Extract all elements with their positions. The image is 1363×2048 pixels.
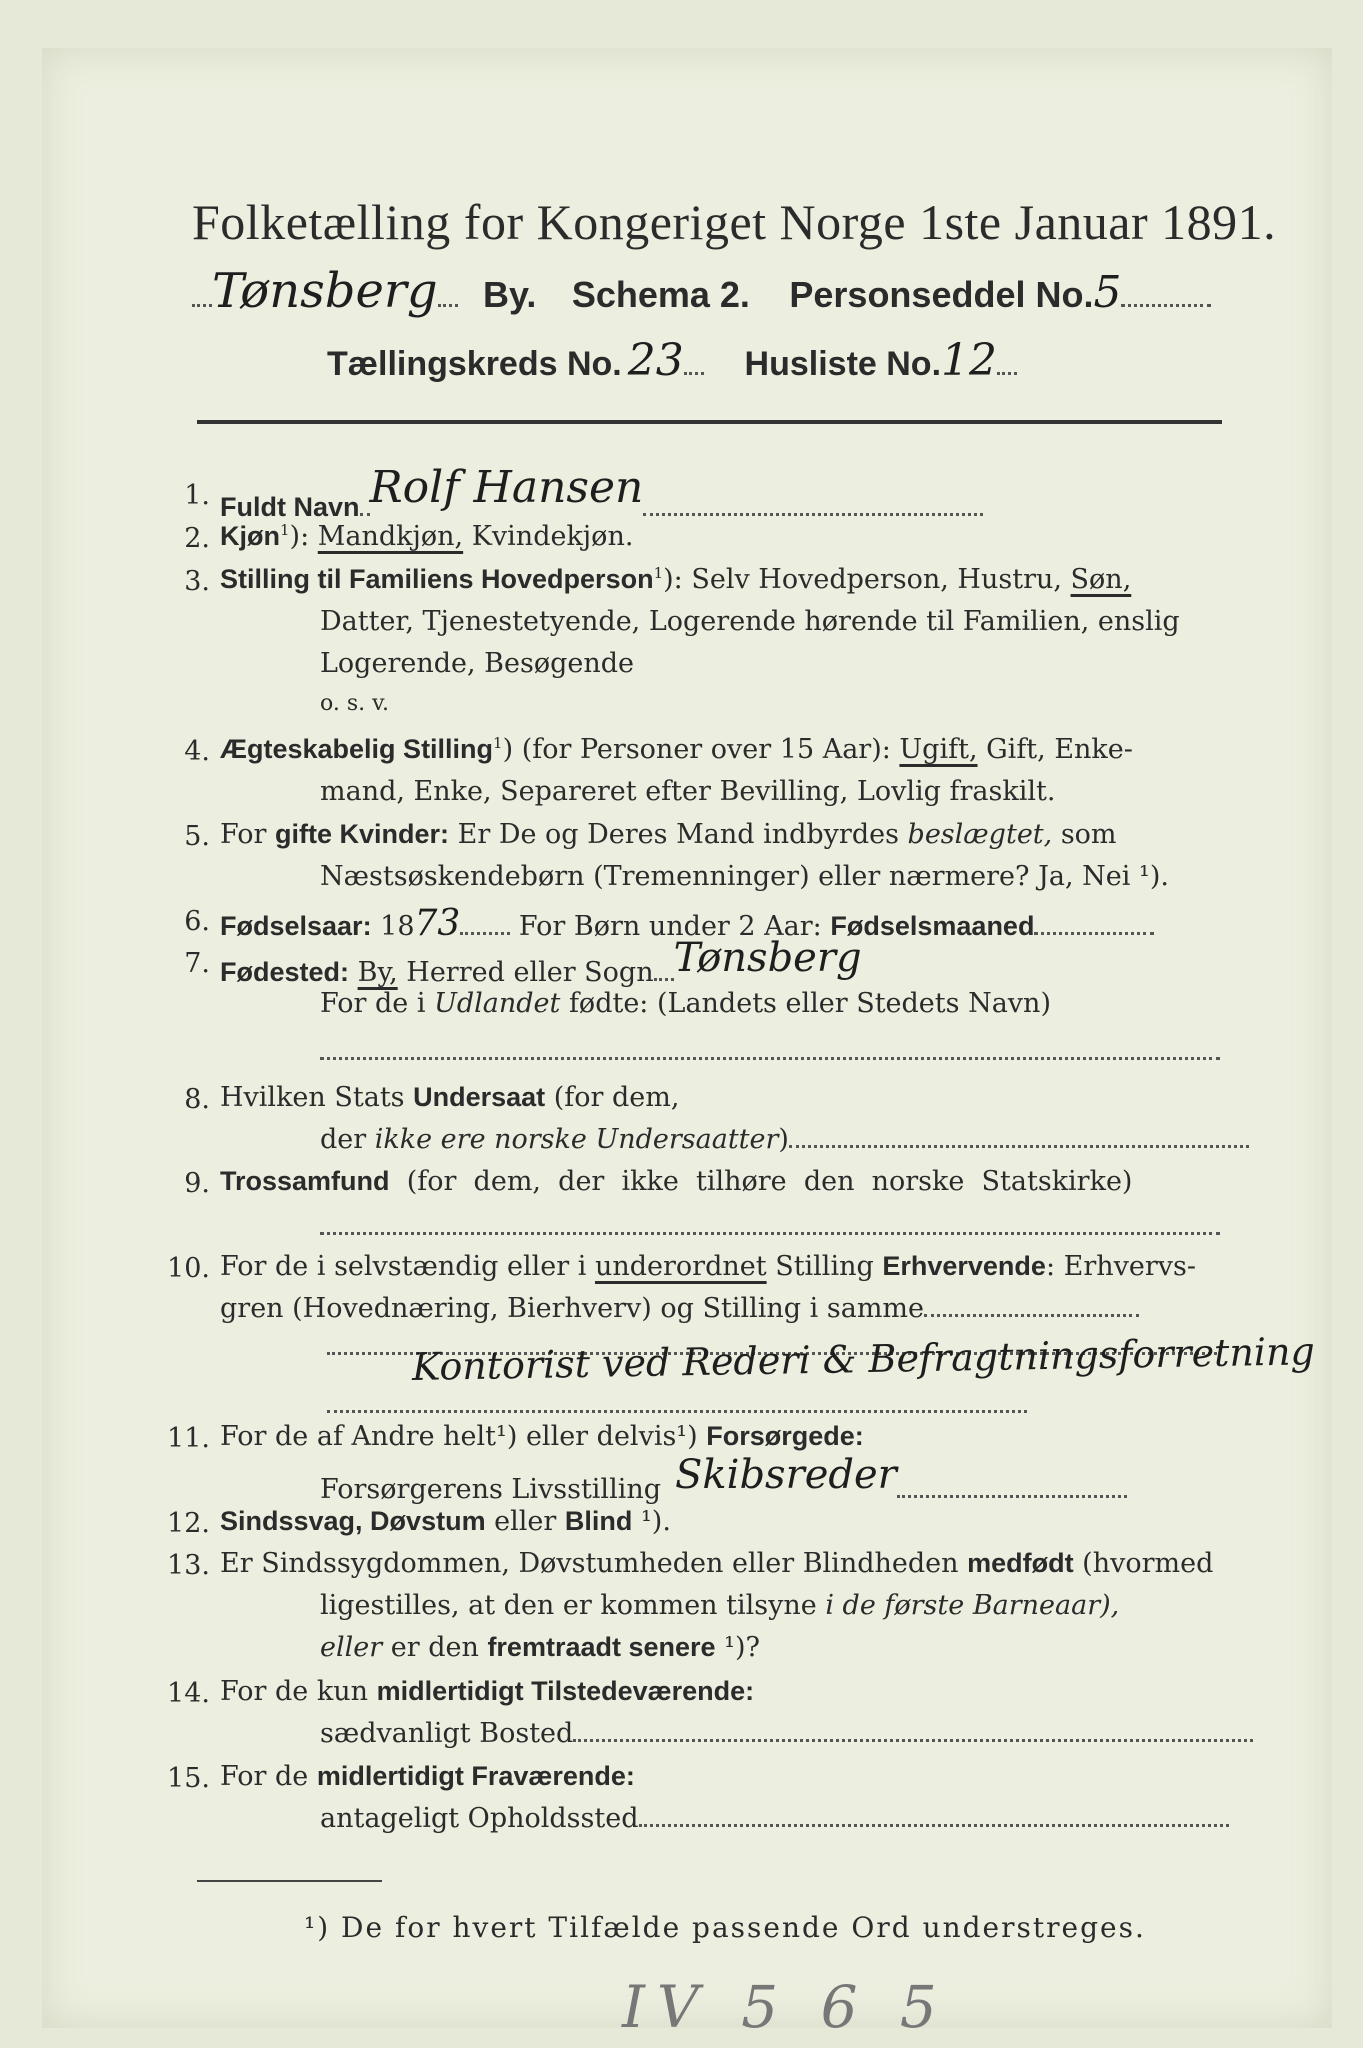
- item-10-blank-line: [327, 1391, 1027, 1418]
- selected-option: Søn,: [1070, 564, 1132, 595]
- item-4-line2: mand, Enke, Separeret efter Bevilling, Lovlig fraskilt.: [320, 776, 1056, 807]
- field-label: gifte Kvinder:: [275, 819, 450, 849]
- item-5-married-women: For gifte Kvinder: Er De og Deres Mand indbyrdes beslægtet, som: [220, 819, 1117, 850]
- dotted-leader: [460, 931, 510, 935]
- footnote-rule: [197, 1880, 382, 1882]
- item-15-line2: antageligt Opholdssted: [320, 1805, 1229, 1832]
- by-label: By.: [483, 274, 537, 315]
- occupation-value: Kontorist ved Rederi & Befragtningsforretning: [411, 1329, 1316, 1389]
- item-7-birthplace: Fødested: By, Herred eller Sogn Tønsberg: [220, 935, 862, 988]
- header-rule: [197, 420, 1222, 424]
- field-label: Fuldt Navn: [220, 492, 360, 522]
- item-15-temporary-absent: For de midlertidigt Fraværende:: [220, 1761, 635, 1792]
- item-number: 14.: [167, 1678, 210, 1709]
- item-9-religion: Trossamfund (for dem, der ikke tilhøre den norske Statskirke): [220, 1166, 1133, 1197]
- supporter-value: Skibsreder: [675, 1452, 897, 1498]
- field-label: midlertidigt Fraværende:: [316, 1761, 635, 1791]
- item-3-line3: Logerende, Besøgende: [320, 648, 634, 679]
- dotted-leader: [192, 303, 212, 307]
- item-number: 1.: [184, 480, 210, 511]
- dotted-leader: [654, 977, 674, 981]
- kreds-value: 23: [627, 335, 684, 386]
- dotted-leader: [438, 303, 458, 307]
- field-text: Gift, Enke-: [977, 734, 1133, 765]
- form-title: Folketælling for Kongeriget Norge 1ste Januar 1891.: [192, 194, 1277, 250]
- field-label: midlertidigt Tilstedeværende:: [376, 1676, 755, 1706]
- item-number: 8.: [184, 1084, 210, 1115]
- dotted-leader: [643, 512, 983, 516]
- item-number: 3.: [184, 566, 210, 597]
- item-1-full-name: [220, 462, 983, 524]
- item-10-occupation: For de i selvstændig eller i underordnet Stilling Erhvervende: Erhvervs-: [220, 1251, 1196, 1282]
- dotted-leader: [1034, 931, 1154, 935]
- birthplace-value: Tønsberg: [673, 935, 862, 981]
- item-number: 5.: [184, 821, 210, 852]
- item-8-citizenship: Hvilken Stats Undersaat (for dem,: [220, 1082, 680, 1113]
- birth-year-value: 73: [414, 903, 461, 944]
- footnote-ref: 1: [280, 521, 290, 539]
- selected-option: Ugift,: [899, 734, 978, 765]
- field-label: Forsørgede:: [706, 1421, 864, 1451]
- item-11-supported: For de af Andre helt¹) eller delvis¹) Forsørgede:: [220, 1421, 864, 1452]
- item-number: 11.: [167, 1423, 210, 1454]
- item-number: 9.: [184, 1168, 210, 1199]
- item-11-line2: Forsørgerens Livsstilling Skibsreder: [320, 1465, 1127, 1505]
- item-13-line3: eller er den fremtraadt senere ¹)?: [320, 1632, 760, 1663]
- item-3-line4: o. s. v.: [320, 691, 389, 716]
- dotted-leader: [684, 371, 704, 375]
- item-6-birth-year: Fødselsaar: 1873 For Børn under 2 Aar: Fødselsmaaned: [220, 906, 1154, 942]
- field-label: Stilling til Familiens Hovedperson: [220, 564, 654, 594]
- dotted-leader: [997, 371, 1017, 375]
- item-number: 10.: [167, 1253, 210, 1284]
- selected-option: Mandkjøn,: [317, 521, 464, 552]
- husliste-value: 12: [941, 335, 998, 386]
- kreds-label: Tællingskreds No.: [327, 345, 622, 383]
- selected-option: By,: [357, 957, 398, 988]
- name-value: Rolf Hansen: [369, 462, 644, 513]
- header-line-kreds: [327, 335, 1017, 386]
- dotted-leader: [897, 1494, 1127, 1498]
- dotted-leader: [789, 1144, 1249, 1148]
- item-9-blank-line: [320, 1213, 1220, 1240]
- item-7-blank-line: [320, 1038, 1220, 1065]
- item-number: 13.: [167, 1550, 210, 1581]
- item-10-line2: gren (Hovednæring, Bierhverv) og Stilling i samme: [220, 1295, 1139, 1322]
- footnote-text: ¹) De for hvert Tilfælde passende Ord understreges.: [304, 1911, 1146, 1944]
- item-2-sex: [220, 523, 633, 550]
- field-label: Erhvervende: [882, 1251, 1046, 1281]
- field-label: Ægteskabelig Stilling: [220, 734, 494, 764]
- item-12-disability: Sindssvag, Døvstum eller Blind ¹).: [220, 1506, 671, 1537]
- item-number: 4.: [184, 736, 210, 767]
- dotted-leader: [1121, 303, 1211, 307]
- item-number: 2.: [184, 523, 210, 554]
- dotted-leader: [573, 1738, 1253, 1742]
- item-5-line2: Næstsøskendebørn (Tremenninger) eller nærmere? Ja, Nei ¹).: [320, 861, 1169, 892]
- item-3-family-position: Stilling til Familiens Hovedperson$^1$): Selv Hovedperson, Hustru, Søn,: [220, 564, 1132, 595]
- field-label: Sindssvag, Døvstum: [220, 1506, 486, 1536]
- husliste-label: Husliste No.: [744, 345, 942, 383]
- item-number: 12.: [167, 1508, 210, 1539]
- archive-stamp: IV 5 6 5: [622, 1973, 949, 2041]
- item-13-congenital: Er Sindssygdommen, Døvstumheden eller Blindheden medfødt (hvormed: [220, 1548, 1214, 1579]
- item-3-line2: Datter, Tjenestetyende, Logerende hørende til Familien, enslig: [320, 606, 1180, 637]
- dotted-leader: [360, 512, 370, 516]
- field-text: ):: [289, 521, 318, 552]
- item-14-temporary-present: For de kun midlertidigt Tilstedeværende:: [220, 1676, 755, 1707]
- field-label: Fødselsaar:: [220, 911, 372, 941]
- dotted-leader: [639, 1823, 1229, 1827]
- item-8-line2: der ikke ere norske Undersaatter): [320, 1126, 1249, 1153]
- dotted-leader: [924, 1313, 1139, 1317]
- selected-option: underordnet: [594, 1251, 767, 1282]
- field-text: ): Selv Hovedperson, Hustru,: [663, 564, 1071, 595]
- header-line-city: [192, 263, 1211, 319]
- field-label: medfødt: [967, 1548, 1074, 1578]
- field-label: Kjøn: [220, 521, 280, 551]
- item-14-line2: sædvanligt Bosted: [320, 1720, 1253, 1747]
- city-value: Tønsberg: [212, 263, 438, 319]
- item-number: 15.: [167, 1763, 210, 1794]
- field-label: Fødested:: [220, 957, 350, 987]
- item-4-marital-status: Ægteskabelig Stilling$^1$) (for Personer over 15 Aar): Ugift, Gift, Enke-: [220, 734, 1133, 765]
- item-number: 6.: [184, 906, 210, 937]
- field-label: Undersaat: [413, 1082, 546, 1112]
- personseddel-value: 5: [1093, 267, 1122, 318]
- field-text: ) (for Personer over 15 Aar):: [502, 734, 900, 765]
- field-label: Trossamfund: [220, 1166, 390, 1196]
- schema-label: Schema 2.: [571, 274, 750, 315]
- item-7-line2: For de i Udlandet fødte: (Landets eller Stedets Navn): [320, 988, 1051, 1019]
- census-form: [42, 48, 1332, 2041]
- item-number: 7.: [184, 948, 210, 979]
- personseddel-label: Personseddel No.: [789, 274, 1094, 315]
- option-text: Kvindekjøn.: [463, 521, 634, 552]
- item-13-line2: ligestilles, at den er kommen tilsyne i de første Barneaar),: [320, 1590, 1120, 1621]
